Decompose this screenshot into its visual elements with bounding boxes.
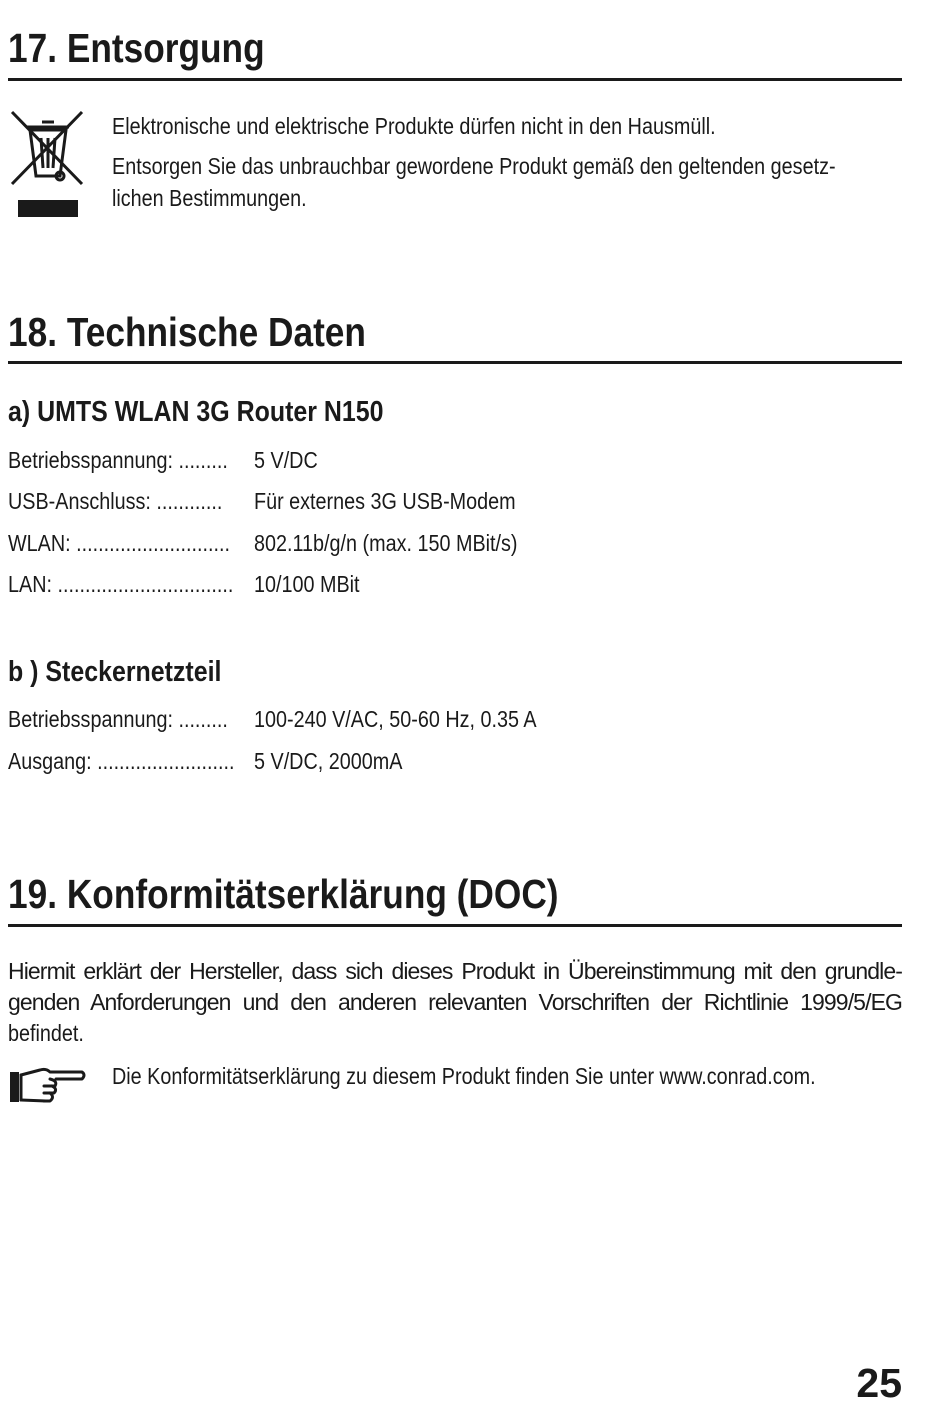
pointing-hand-icon [8, 1064, 88, 1108]
page-number: 25 [856, 1360, 902, 1406]
doc-paragraph-line-1: Hiermit erklärt der Hersteller, dass sich dieses Produkt in Übereinstimmung mit den grundle- [8, 958, 902, 984]
spec-label: Betriebsspannung: ......... [8, 706, 228, 732]
spec-value: 10/100 MBit [254, 571, 360, 597]
disposal-paragraph-1: Elektronische und elektrische Produkte dürfen nicht in den Hausmüll. [112, 113, 716, 139]
disposal-paragraph-2-line-2: lichen Bestimmungen. [112, 185, 307, 211]
spec-value: Für externes 3G USB-Modem [254, 488, 516, 514]
section-19-heading: 19. Konformitätserklärung (DOC) [8, 871, 559, 917]
psu-subheading: b ) Steckernetzteil [8, 656, 222, 688]
disposal-paragraph-2-line-1: Entsorgen Sie das unbrauchbar gewordene Produkt gemäß den geltenden gesetz- [112, 153, 836, 179]
router-subheading: a) UMTS WLAN 3G Router N150 [8, 396, 384, 428]
spec-label: LAN: ................................ [8, 571, 234, 597]
doc-paragraph-line-3: befindet. [8, 1020, 84, 1046]
spec-label: Ausgang: ......................... [8, 748, 235, 774]
section-17-rule [8, 78, 902, 81]
spec-value: 5 V/DC, 2000mA [254, 748, 403, 774]
crossed-out-wheelie-bin-icon [8, 108, 86, 220]
doc-note: Die Konformitätserklärung zu diesem Produkt finden Sie unter www.conrad.com. [112, 1063, 816, 1089]
spec-label: WLAN: ............................ [8, 530, 231, 556]
spec-value: 100-240 V/AC, 50-60 Hz, 0.35 A [254, 706, 537, 732]
doc-paragraph-line-2: genden Anforderungen und den anderen relevanten Vorschriften der Richtlinie 1999/5/EG [8, 989, 902, 1015]
section-18-rule [8, 361, 902, 364]
section-18-heading: 18. Technische Daten [8, 309, 366, 355]
spec-value: 5 V/DC [254, 447, 318, 473]
section-17-heading: 17. Entsorgung [8, 25, 265, 71]
spec-label: USB-Anschluss: ............ [8, 488, 223, 514]
section-19-rule [8, 924, 902, 927]
spec-value: 802.11b/g/n (max. 150 MBit/s) [254, 530, 518, 556]
spec-label: Betriebsspannung: ......... [8, 447, 228, 473]
